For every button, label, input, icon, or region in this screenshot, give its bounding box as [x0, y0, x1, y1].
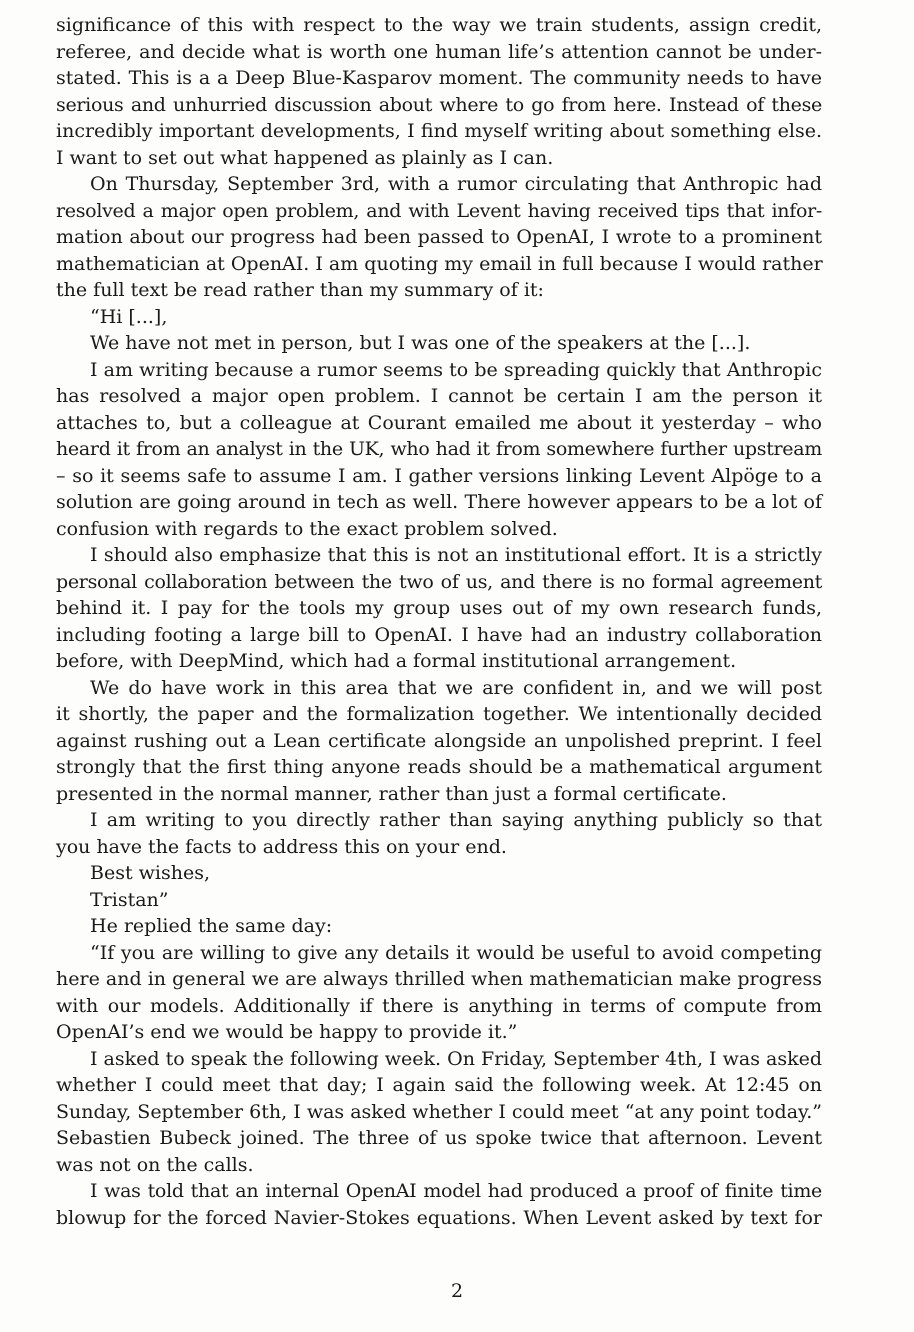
text-line: I am writing because a rumor seems to be spreading quickly that Anthropic	[90, 358, 822, 381]
text-line: heard it from an analyst in the UK, who had it from somewhere further upstream	[56, 438, 822, 460]
body-text	[56, 12, 822, 1231]
text-line: “If you are willing to give any details it would be useful to avoid competing	[90, 941, 822, 964]
text-line: OpenAI’s end we would be happy to provide it.”	[56, 1021, 518, 1043]
text-line: it shortly, the paper and the formalization together. We intentionally decided	[56, 703, 822, 725]
text-line: I should also emphasize that this is not an institutional effort. It is a strictly	[90, 544, 822, 566]
text-line: here and in general we are always thrilled when mathematician make progress	[56, 968, 822, 990]
text-line: I want to set out what happened as plainly as I can.	[56, 146, 554, 169]
text-line: – so it seems safe to assume I am. I gather versions linking Levent Alpöge to a	[56, 464, 822, 487]
page-number: 2	[450, 1280, 464, 1302]
text-line: blowup for the forced Navier-Stokes equations. When Levent asked by text for	[56, 1206, 822, 1229]
text-line: He replied the same day:	[90, 915, 333, 937]
text-line: personal collaboration between the two of us, and there is no formal agreement	[56, 570, 822, 593]
text-line: I asked to speak the following week. On Friday, September 4th, I was asked	[90, 1047, 822, 1070]
text-line: behind it. I pay for the tools my group uses out of my own research funds,	[56, 597, 822, 619]
text-line: Best wishes,	[90, 862, 210, 884]
text-line: “Hi [...],	[90, 305, 168, 328]
text-line: mation about our progress had been passed to OpenAI, I wrote to a prominent	[56, 226, 822, 248]
text-line: mathematician at OpenAI. I am quoting my email in full because I would rather	[56, 252, 823, 275]
text-line: has resolved a major open problem. I cannot be certain I am the person it	[56, 385, 822, 407]
text-line: was not on the calls.	[56, 1153, 254, 1176]
text-line: the full text be read rather than my summary of it:	[56, 279, 544, 301]
text-line: presented in the normal manner, rather than just a formal certificate.	[56, 782, 727, 805]
text-line: We do have work in this area that we are confident in, and we will post	[90, 676, 822, 699]
text-line: incredibly important developments, I find myself writing about something else.	[56, 120, 822, 142]
text-line: against rushing out a Lean certificate alongside an unpolished preprint. I feel	[56, 729, 822, 752]
text-line: Tristan”	[90, 888, 169, 911]
text-line: confusion with regards to the exact problem solved.	[56, 517, 558, 540]
text-line: referee, and decide what is worth one human life’s attention cannot be under-	[56, 40, 822, 63]
text-line: significance of this with respect to the way we train students, assign credit,	[56, 14, 822, 36]
text-line: We have not met in person, but I was one of the speakers at the [...].	[90, 332, 751, 354]
text-line: you have the facts to address this on your end.	[56, 835, 507, 858]
text-line: stated. This is a a Deep Blue-Kasparov moment. The community needs to have	[56, 67, 822, 89]
text-line: solution are going around in tech as well. There however appears to be a lot of	[56, 491, 822, 513]
text-line: with our models. Additionally if there is anything in terms of compute from	[56, 994, 822, 1017]
text-line: whether I could meet that day; I again said the following week. At 12:45 on	[56, 1074, 822, 1096]
text-line: Sunday, September 6th, I was asked whether I could meet “at any point today.”	[56, 1100, 822, 1123]
text-line: before, with DeepMind, which had a formal institutional arrangement.	[56, 650, 737, 672]
text-line: including footing a large bill to OpenAI. I have had an industry collaboration	[56, 623, 822, 646]
text-line: I was told that an internal OpenAI model had produced a proof of finite time	[90, 1180, 822, 1202]
text-line: resolved a major open problem, and with Levent having received tips that infor-	[56, 199, 822, 222]
text-line: I am writing to you directly rather than saying anything publicly so that	[90, 809, 822, 831]
text-line: strongly that the first thing anyone reads should be a mathematical argument	[56, 756, 822, 778]
text-line: attaches to, but a colleague at Courant emailed me about it yesterday – who	[56, 411, 822, 434]
text-line: serious and unhurried discussion about where to go from here. Instead of these	[56, 93, 822, 116]
text-line: On Thursday, September 3rd, with a rumor circulating that Anthropic had	[90, 173, 822, 195]
text-line: Sebastien Bubeck joined. The three of us spoke twice that afternoon. Levent	[56, 1127, 822, 1149]
